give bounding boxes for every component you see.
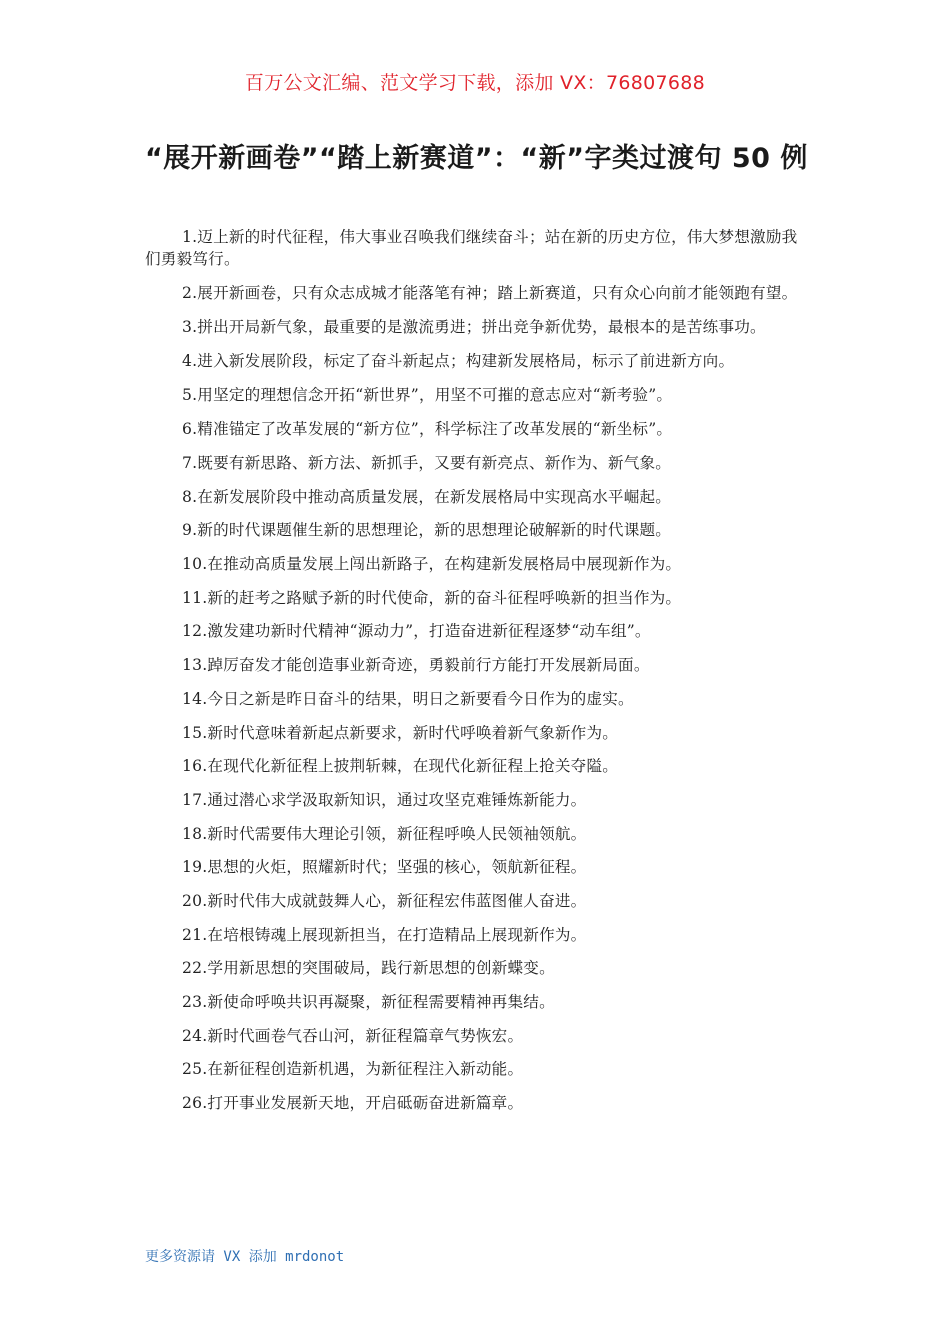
list-item: 9.新的时代课题催生新的思想理论，新的思想理论破解新的时代课题。: [182, 521, 672, 540]
list-item: 23.新使命呼唤共识再凝聚，新征程需要精神再集结。: [182, 993, 555, 1011]
list-item: 7.既要有新思路、新方法、新抓手，又要有新亮点、新作为、新气象。: [182, 454, 672, 472]
sentence-list: [145, 226, 810, 1126]
list-item: 4.进入新发展阶段，标定了奋斗新起点；构建新发展格局，标示了前进新方向。: [182, 352, 735, 370]
footer-resource-link[interactable]: 更多资源请 VX 添加 mrdonot: [145, 1249, 345, 1265]
promo-banner: 百万公文汇编、范文学习下载，添加 VX：76807688: [244, 72, 706, 94]
list-item: 6.精准锚定了改革发展的“新方位”，科学标注了改革发展的“新坐标”。: [182, 420, 673, 438]
list-item: 20.新时代伟大成就鼓舞人心，新征程宏伟蓝图催人奋进。: [182, 891, 587, 910]
document-title: “展开新画卷”“踏上新赛道”：“新”字类过渡句 50 例: [145, 143, 808, 174]
list-item: 19.思想的火炬，照耀新时代；坚强的核心，领航新征程。: [182, 858, 587, 877]
list-item: 13.踔厉奋发才能创造事业新奇迹，勇毅前行方能打开发展新局面。: [182, 656, 650, 675]
list-item: 15.新时代意味着新起点新要求，新时代呼唤着新气象新作为。: [182, 723, 619, 742]
list-item: 17.通过潜心求学汲取新知识，通过攻坚克难锤炼新能力。: [182, 790, 587, 809]
list-item: 1.迈上新的时代征程，伟大事业召唤我们继续奋斗；站在新的历史方位，伟大梦想激励我们勇毅笃行。: [145, 228, 798, 268]
list-item: 25.在新征程创造新机遇，为新征程注入新动能。: [182, 1060, 524, 1079]
list-item: 26.打开事业发展新天地，开启砥砺奋进新篇章。: [182, 1094, 524, 1113]
list-item: 21.在培根铸魂上展现新担当，在打造精品上展现新作为。: [182, 925, 587, 944]
list-item: 16.在现代化新征程上披荆斩棘，在现代化新征程上抢关夺隘。: [182, 757, 619, 776]
list-item: 12.激发建功新时代精神“源动力”，打造奋进新征程逐梦“动车组”。: [182, 622, 651, 641]
list-item: 2.展开新画卷，只有众志成城才能落笔有神；踏上新赛道，只有众心向前才能领跑有望。: [182, 284, 798, 302]
list-item: 8.在新发展阶段中推动高质量发展，在新发展格局中实现高水平崛起。: [182, 487, 672, 506]
list-item: 14.今日之新是昨日奋斗的结果，明日之新要看今日作为的虚实。: [182, 689, 634, 708]
list-item: 22.学用新思想的突围破局，践行新思想的创新蝶变。: [182, 959, 555, 978]
list-item: 11.新的赶考之路赋予新的时代使命，新的奋斗征程呼唤新的担当作为。: [182, 588, 682, 607]
list-item: 10.在推动高质量发展上闯出新路子，在构建新发展格局中展现新作为。: [182, 555, 682, 574]
list-item: 24.新时代画卷气吞山河，新征程篇章气势恢宏。: [182, 1026, 524, 1045]
list-item: 18.新时代需要伟大理论引领，新征程呼唤人民领袖领航。: [182, 824, 587, 843]
list-item: 3.拼出开局新气象，最重要的是激流勇进；拼出竞争新优势，最根本的是苦练事功。: [182, 318, 766, 336]
list-item: 5.用坚定的理想信念开拓“新世界”，用坚不可摧的意志应对“新考验”。: [182, 386, 673, 404]
